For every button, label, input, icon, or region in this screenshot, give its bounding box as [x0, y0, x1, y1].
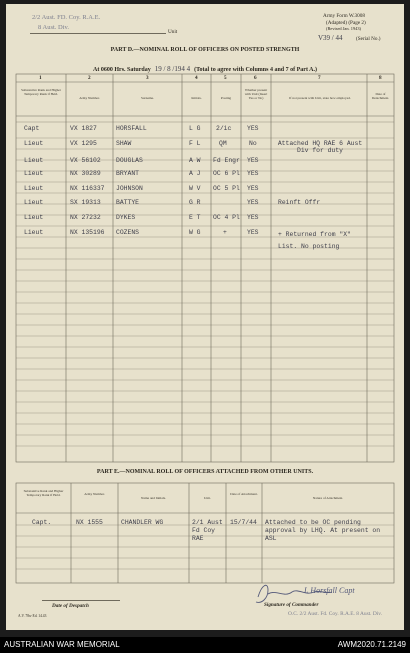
row-7-number: NX 27232	[70, 214, 101, 221]
row-4-rank: Lieut	[24, 170, 44, 177]
row-1-surname: HORSFALL	[116, 125, 147, 132]
form-number: Army Form W.3008	[323, 13, 365, 19]
row-7-rank: Lieut	[24, 214, 44, 221]
row-7-surname: DYKES	[116, 214, 136, 221]
row-1-rank: Capt	[24, 125, 40, 132]
row-8-initials: W G	[189, 229, 201, 236]
row-3-rank: Lieut	[24, 157, 44, 164]
row-4-present: YES	[247, 170, 259, 177]
row-6-note: Reinft Offr	[278, 199, 321, 206]
col-head-rank: Substantive Rank and Higher Temporary Rank if Held.	[21, 88, 61, 96]
row-8-number: NX 135196	[70, 229, 105, 236]
e-col-head-date: Date of Attachment.	[230, 492, 258, 496]
e-row-1-name: CHANDLER WG	[121, 519, 164, 526]
e-col-head-rank: Substantive Rank and Higher Temporary Rank if Held.	[23, 489, 64, 497]
row-1-number: VX 1827	[70, 125, 97, 132]
row-1-present: YES	[247, 125, 259, 132]
signature-script: L Horsfall Capt	[304, 586, 355, 595]
serial-label: (Serial No.)	[356, 36, 381, 42]
total-note: (Total to agree with Columns 4 and 7 of Part A.)	[194, 67, 317, 73]
col-head-detachment: Date of Detachment.	[371, 92, 390, 100]
e-col-head-nature: Nature of Attachment.	[312, 496, 344, 500]
col-number-4: 4	[195, 75, 198, 81]
at-hours-text: At 0600 Hrs. Saturday	[93, 67, 151, 73]
row-6-number: SX 19313	[70, 199, 101, 206]
roll-date: 19 / 8 /194 4	[154, 65, 191, 73]
col-head-army-number: Army Number.	[79, 96, 100, 100]
row-2-number: VX 1295	[70, 140, 97, 147]
serial-number: V39 / 44	[318, 34, 343, 42]
row-6-surname: BATTYE	[116, 199, 140, 206]
row-2-initials: F L	[189, 140, 201, 147]
printer-note: A.V. 78w Ed. 14.43	[18, 614, 47, 618]
col-number-1: 1	[39, 75, 42, 81]
despatch-line	[42, 600, 120, 601]
row-3-number: VX 56102	[70, 157, 101, 164]
form-sheet	[6, 4, 404, 630]
row-1-initials: L G	[189, 125, 201, 132]
part-d-title: PART D.—NOMINAL ROLL OF OFFICERS ON POSTED STRENGTH	[110, 47, 300, 53]
row-4-number: NX 30289	[70, 170, 101, 177]
col-number-6: 6	[254, 75, 257, 81]
form-revised: (Revised Jan. 1943)	[326, 26, 361, 31]
col-head-employment: If not present with Unit, state how employed.	[289, 96, 351, 100]
part-e-title: PART E.—NOMINAL ROLL OF OFFICERS ATTACHED FROM OTHER UNITS.	[96, 469, 314, 475]
signature-label: Signature of Commander	[264, 602, 319, 608]
col-number-3: 3	[146, 75, 149, 81]
col-head-present: Whether present with Unit (Insert Yes or No)	[244, 88, 268, 100]
row-7-initials: E T	[189, 214, 201, 221]
row-6-present: YES	[247, 199, 259, 206]
unit-label: Unit	[168, 29, 178, 35]
row-2-present: No	[249, 140, 257, 147]
col-head-surname: Surname.	[141, 96, 154, 100]
unit-line-2: 8 Aust. Div.	[38, 24, 69, 31]
row-5-initials: W V	[189, 185, 201, 192]
row-4-surname: BRYANT	[116, 170, 140, 177]
caption-left: AUSTRALIAN WAR MEMORIAL	[4, 640, 120, 649]
unit-line-1: 2/2 Aust. FD. Coy. R.A.E.	[32, 14, 101, 21]
row-5-present: YES	[247, 185, 259, 192]
row-8-surname: COZENS	[116, 229, 140, 236]
signature-stamp: O.C. 2/2 Aust. Fd. Coy. R.A.E. 8 Aust. Div.	[288, 611, 382, 617]
row-8-note: + Returned from "X" List. No posting	[278, 231, 351, 250]
e-col-head-number: Army Number.	[84, 492, 105, 496]
e-row-1-unit: 2/1 Aust Fd Coy RAE	[192, 519, 223, 542]
col-number-8: 8	[379, 75, 382, 81]
e-col-head-unit: Unit.	[204, 496, 211, 500]
row-2-posting: QM	[219, 140, 227, 147]
row-3-posting: Fd Engr	[213, 157, 240, 164]
col-head-initials: Initials.	[191, 96, 202, 100]
row-8-present: YES	[247, 229, 259, 236]
e-row-1-rank: Capt.	[32, 519, 52, 526]
e-row-1-number: NX 1555	[76, 519, 103, 526]
row-2-note: Attached HQ RAE 6 Aust Div for duty	[277, 140, 363, 154]
row-5-number: NX 116337	[70, 185, 105, 192]
col-number-5: 5	[224, 75, 227, 81]
row-6-rank: Lieut	[24, 199, 44, 206]
row-6-initials: G R	[189, 199, 201, 206]
row-5-posting: OC 5 Pl	[213, 185, 240, 192]
e-row-1-nature: Attached to be OC pending approval by LHQ. At present on ASL	[265, 519, 381, 542]
e-row-1-date: 15/7/44	[230, 519, 257, 526]
col-number-7: 7	[318, 75, 321, 81]
row-3-present: YES	[247, 157, 259, 164]
e-col-head-name: Name and Initials.	[141, 496, 166, 500]
caption-bar	[0, 637, 410, 653]
caption-right: AWM2020.71.2149	[337, 640, 406, 649]
row-8-rank: Lieut	[24, 229, 44, 236]
despatch-label: Date of Despatch	[52, 603, 89, 609]
row-8-posting: +	[223, 229, 227, 236]
row-5-surname: JOHNSON	[116, 185, 143, 192]
row-5-rank: Lieut	[24, 185, 44, 192]
col-number-2: 2	[88, 75, 91, 81]
row-1-posting: 2/ic	[216, 125, 232, 132]
form-adapted: (Adapted) (Page 2)	[326, 20, 366, 26]
row-7-posting: OC 4 Pl	[213, 214, 240, 221]
row-3-initials: A W	[189, 157, 201, 164]
row-2-surname: SHAW	[116, 140, 132, 147]
row-2-rank: Lieut	[24, 140, 44, 147]
row-4-initials: A J	[189, 170, 201, 177]
row-3-surname: DOUGLAS	[116, 157, 143, 164]
col-head-posting: Posting	[220, 96, 232, 100]
row-7-present: YES	[247, 214, 259, 221]
row-4-posting: OC 6 Pl	[213, 170, 240, 177]
